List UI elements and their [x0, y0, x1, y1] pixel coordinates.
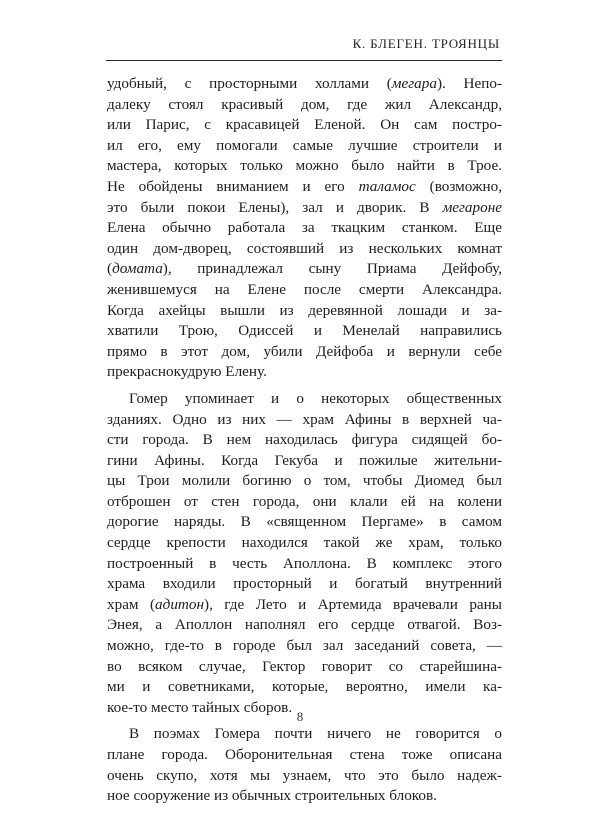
text-line [107, 533, 502, 554]
text-line [107, 74, 502, 95]
running-head-title: К. БЛЕГЕН. ТРОЯНЦЫ [352, 36, 500, 51]
text-line [107, 156, 502, 177]
text-segment: это были покои Елены), зал и дворик. В [107, 198, 443, 216]
text-segment: ), где Лето и Артемида врачевали раны [204, 595, 502, 613]
text-line [107, 451, 502, 472]
text-line [107, 198, 502, 219]
text-segment: сердце крепости находился такой же храм, только [107, 534, 502, 552]
text-segment: женившемуся на Елене после смерти Александра. [107, 280, 502, 298]
paragraph [107, 389, 502, 719]
text-segment: (возможно, [415, 177, 502, 195]
text-line [107, 657, 502, 678]
text-segment: ное сооружение из обычных строительных блоков. [107, 787, 437, 805]
text-line [107, 280, 502, 301]
text-line [107, 615, 502, 636]
text-segment: дорогие наряды. В «священном Пергаме» в самом [107, 513, 502, 531]
text-segment: Энея, а Аполлон наполнял его сердце отвагой. Воз- [107, 616, 502, 634]
page-number: 8 [296, 709, 304, 724]
text-line [107, 430, 502, 451]
paragraph [107, 74, 502, 383]
text-line [107, 677, 502, 698]
italic-term: домата [112, 260, 163, 278]
text-segment: мастера, которых только можно было найти в Трое. [107, 157, 502, 175]
text-segment: храма входили просторный и богатый внутренний [107, 575, 502, 593]
text-segment: отброшен от стен города, они клали ей на колени [107, 492, 502, 510]
italic-term: мегароне [442, 198, 502, 216]
running-head [106, 30, 502, 61]
text-segment: или Парис, с красавицей Еленой. Он сам постро- [107, 116, 502, 134]
text-segment: во всяком случае, Гектор говорит со старейшина- [107, 657, 502, 675]
text-segment: ( [107, 260, 113, 278]
text-segment: Не обойдены вниманием и его [107, 177, 359, 195]
text-line [107, 410, 502, 431]
text-line [107, 115, 502, 136]
text-segment: В поэмах Гомера почти ничего не говорится о [129, 725, 502, 743]
text-line [107, 724, 502, 745]
text-segment: очень скупо, хотя мы узнаем, что это было надеж- [107, 766, 502, 784]
text-line [107, 342, 502, 363]
text-segment: ). Непо- [436, 75, 502, 92]
text-segment: плане города. Оборонительная стена тоже описана [107, 746, 502, 763]
text-line [107, 301, 502, 322]
text-segment: ми и советниками, которые, вероятно, имели ка- [107, 678, 502, 696]
italic-term: адитон [155, 595, 205, 613]
text-line [107, 362, 502, 383]
text-line [107, 492, 502, 513]
text-line [107, 177, 502, 198]
text-segment: цы Трои молили богиню о том, чтобы Диомед был [107, 472, 502, 490]
text-line [107, 745, 502, 766]
text-segment: ил его, ему помогали самые лучшие строители и [107, 136, 502, 154]
text-line [107, 239, 502, 260]
text-line [107, 766, 502, 787]
text-line [107, 554, 502, 575]
body-text [107, 74, 502, 813]
text-segment: хватили Трою, Одиссей и Менелай направились [107, 322, 502, 340]
text-segment: Когда ахейцы вышли из деревянной лошади и за- [107, 301, 502, 319]
text-segment: далеку стоял красивый дом, где жил Александр, [107, 95, 502, 113]
text-segment: прекраснокудрую Елену. [107, 363, 267, 381]
text-segment: ), принадлежал сыну Приама Дейфобу, [162, 260, 502, 278]
text-segment: зданиях. Одно из них — храм Афины в верхней ча- [107, 410, 502, 428]
text-segment: Гомер упоминает и о некоторых общественных [129, 389, 502, 407]
text-line [107, 321, 502, 342]
text-line [107, 259, 502, 280]
text-line [107, 389, 502, 410]
text-line [107, 595, 502, 616]
text-segment: кое-то место тайных сборов. [107, 698, 293, 716]
text-segment: один дом-дворец, состоявший из нескольких комнат [107, 239, 502, 257]
paragraph [107, 724, 502, 806]
text-segment: сти города. В нем находилась фигура сидящей бо- [107, 431, 502, 449]
text-segment: храм ( [107, 595, 156, 613]
text-segment: удобный, с просторными холлами ( [107, 75, 392, 92]
text-line [107, 95, 502, 116]
text-segment: гини Афины. Когда Гекуба и пожилые жительни- [107, 451, 502, 469]
text-segment: построенный в честь Аполлона. В комплекс этого [107, 554, 502, 572]
text-line [107, 218, 502, 239]
text-line [107, 636, 502, 657]
italic-term: мегара [391, 75, 437, 92]
text-segment: прямо в этот дом, убили Дейфоба и вернули себе [107, 342, 502, 360]
text-segment: Елена обычно работала за ткацким станком. Еще [107, 219, 502, 237]
text-line [107, 574, 502, 595]
text-line [107, 512, 502, 533]
text-segment: можно, где-то в городе был зал заседаний совета, — [107, 637, 502, 655]
italic-term: таламос [358, 177, 416, 195]
text-line [107, 786, 502, 807]
text-line [107, 471, 502, 492]
text-line [107, 136, 502, 157]
